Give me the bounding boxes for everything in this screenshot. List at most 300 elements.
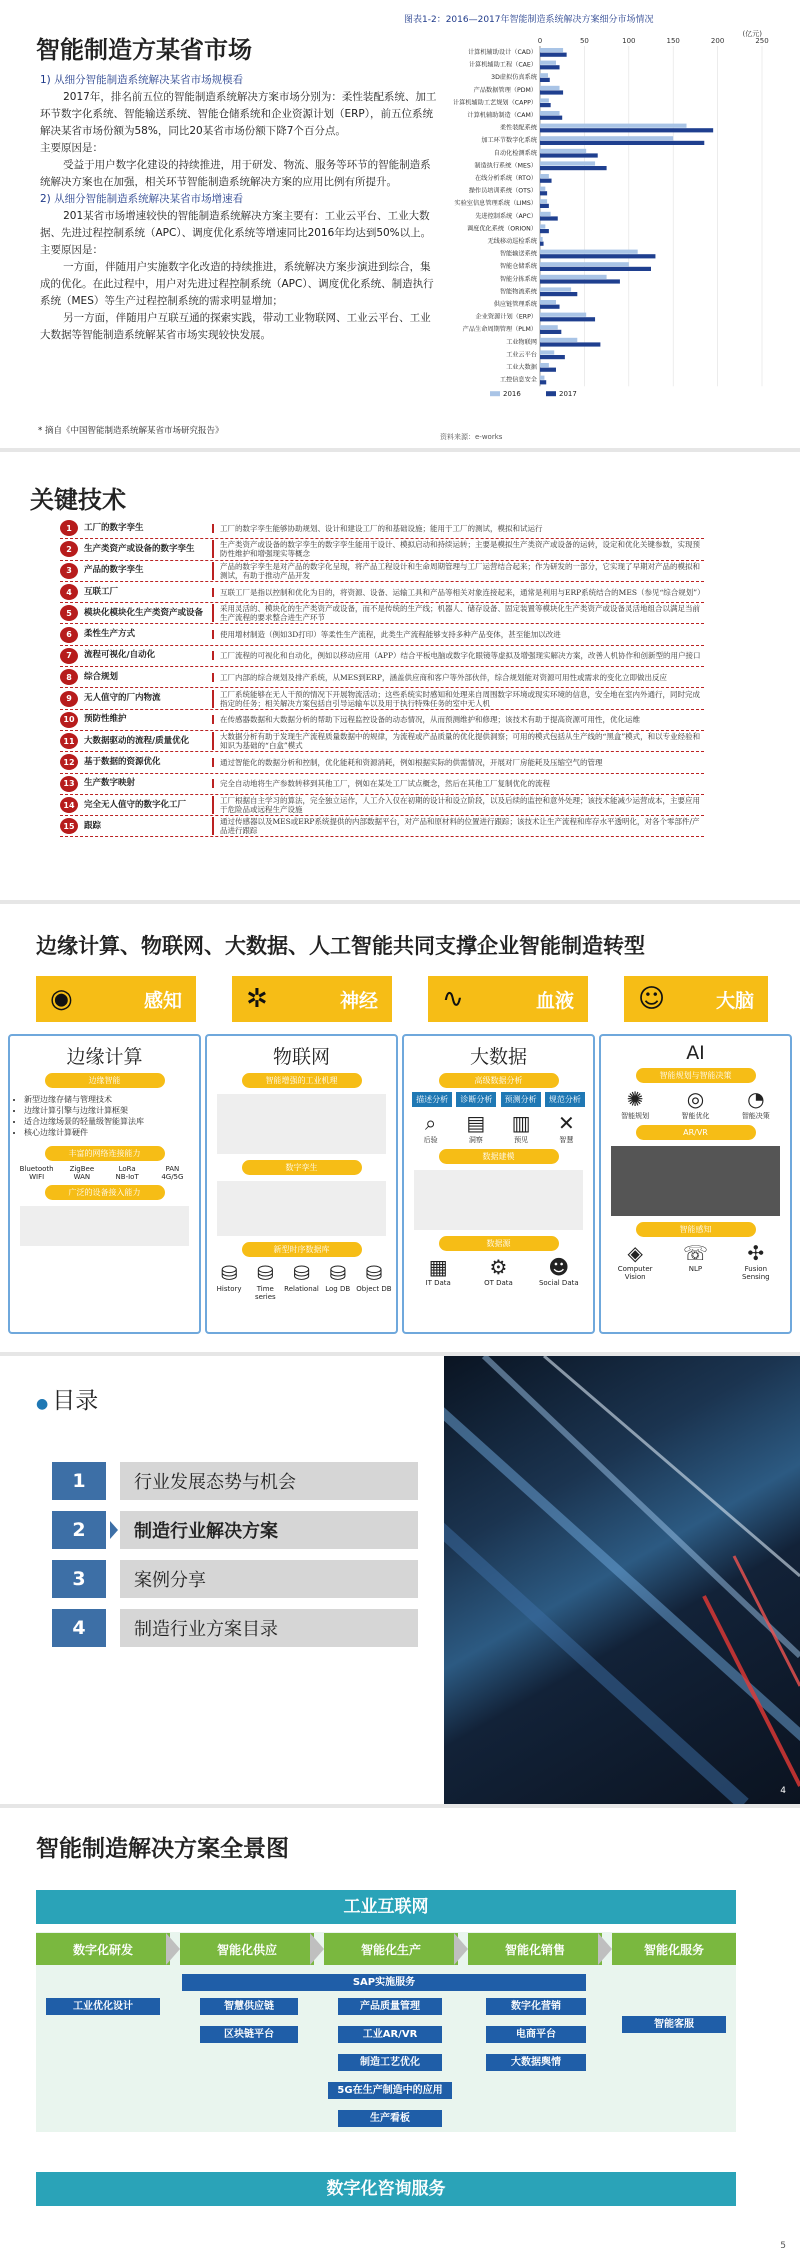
bar-2017 <box>540 355 565 359</box>
analytics-subs <box>408 1111 589 1145</box>
sense-bar-blood <box>428 976 588 1022</box>
bar-2016 <box>540 149 586 153</box>
bar-2016 <box>540 136 673 140</box>
toc-item-2[interactable] <box>52 1511 418 1549</box>
row-number: 9 <box>60 691 78 707</box>
pill: 智能规划与智能决策 <box>636 1068 756 1083</box>
col-title: 物联网 <box>272 1046 330 1068</box>
category-label: 计算机辅助工艺规划（CAPP） <box>452 99 537 107</box>
digital-marketing-button[interactable]: 数字化营销 <box>486 1998 586 2015</box>
tech-desc: 生产类资产或设备的数字孪生的数字孪生能用于设计、模拟启动和持续运转；主要是模拟生产类资产或设备的运转，设定和优化关键参数，实现预防性维护和增强现实等概念 <box>212 540 704 558</box>
tech-row <box>60 539 704 560</box>
bar-2017 <box>540 53 567 57</box>
tools-icon: ✕ <box>557 1111 575 1135</box>
analytics-sub: ▥ 预见 <box>499 1111 543 1145</box>
tech-name: 基于数据的资源优化 <box>84 756 161 767</box>
toc-label: 制造行业解决方案 <box>120 1511 418 1549</box>
row-number: 15 <box>60 818 78 834</box>
tech-name: 流程可视化/自动化 <box>84 650 156 661</box>
bar-2016 <box>540 48 563 52</box>
paragraph: 1) 从细分智能制造系统解决某省市场规模看 <box>40 74 244 86</box>
tech-desc: 互联工厂是指以控制和优化为目的，将资源、设备、运输工具和产品等相关对象连接起来，通常是利用与ERP系统结合的MES（参见“综合规划”） <box>212 588 704 597</box>
row-number: 7 <box>60 648 78 664</box>
x-tick-label: 50 <box>579 37 589 45</box>
sense-label: 血液 <box>535 989 574 1012</box>
database-icon: ⛁ <box>256 1261 274 1285</box>
group-service: 智能化服务 <box>612 1933 736 1965</box>
database-icon: ⛁ <box>293 1261 310 1285</box>
toc-item-4[interactable] <box>52 1609 418 1647</box>
category-label: 智能物流系统 <box>499 288 537 296</box>
sense-label: 神经 <box>339 989 378 1012</box>
server-icon: ▦ <box>428 1255 448 1279</box>
robot-arm-image <box>217 1181 386 1236</box>
bar-chart-icon: ▥ <box>511 1111 531 1135</box>
bar-2017 <box>540 90 563 94</box>
slide-title: ● 目录 <box>36 1388 99 1414</box>
col-edge-computing <box>8 1034 201 1334</box>
ar-vr-button[interactable]: 工业AR/VR <box>338 2026 442 2043</box>
pill: 数据源 <box>439 1236 559 1251</box>
x-tick-label: 150 <box>666 37 680 45</box>
source-note: * 摘自《中国智能制造系统解某省市场研究报告》 <box>38 426 224 436</box>
group-production: 智能化生产 <box>324 1933 458 1965</box>
row-number: 12 <box>60 754 78 770</box>
database-icon: ⛁ <box>329 1261 347 1285</box>
bar-2016 <box>540 338 577 342</box>
analytics-types <box>410 1092 587 1107</box>
tech-name: 工厂的数字孪生 <box>84 522 144 533</box>
x-tick-label: 100 <box>622 37 636 45</box>
tech-desc: 完全自动地将生产参数转移到其他工厂，例如在某处工厂试点概念，然后在其他工厂复制优化的流程 <box>212 779 704 788</box>
bar-2016 <box>540 212 551 216</box>
paragraph: 2017年，排名前五位的智能制造系统解决方案市场分别为：柔性装配系统、加工环节数字化系统、智能输送系统、智能仓储系统和企业资源计划（ERP），前五位系统解决某省市场份额为58%，同比20某省市场份额下降7个百分点。 <box>40 91 437 137</box>
category-label: 计算机辅助设计（CAD） <box>467 49 537 56</box>
tech-desc: 在传感器数据和大数据分析的帮助下远程监控设备的动态情况，从而预测维护和修理；该技术有助于提高资源可用性，优化运维 <box>212 715 704 724</box>
bar-2016 <box>540 86 560 90</box>
row-number: 4 <box>60 584 78 600</box>
category-label: 在线分析系统（RTO） <box>475 175 537 182</box>
db-type: ⛁ Relational <box>284 1261 319 1293</box>
bar-2016 <box>540 98 549 102</box>
category-label: 实验室信息管理系统（LIMS） <box>454 200 537 208</box>
category-label: 柔性装配系统 <box>499 124 537 132</box>
data-source: ⚙ OT Data <box>476 1255 520 1287</box>
analytics-sub: ⌕ 后验 <box>409 1111 453 1145</box>
brain-icon: ☺ <box>638 984 666 1014</box>
db-type: ⛁ Log DB <box>320 1261 356 1301</box>
tech-row <box>60 816 704 837</box>
ai-item: ◔ 智能决策 <box>734 1087 778 1121</box>
slide-title: 关键技术 <box>30 486 126 514</box>
tech-row <box>60 646 704 667</box>
chart-title: 图表1-2：2016—2017年智能制造系统解决方案细分市场情况 <box>404 15 654 25</box>
market-text <box>40 72 440 344</box>
bar-2016 <box>540 111 560 115</box>
arrow-icon <box>598 1933 612 1965</box>
tech-desc: 工厂内部的综合规划及排产系统，从MES到ERP，涵盖供应商和客户等外部伙伴，综合规划能对资源可用性或需求的变化立即做出反应 <box>212 673 704 682</box>
tech-desc: 通过传感器以及MES或ERP系统提供的内部数据平台，对产品和原材料的位置进行跟踪；该技术让生产流程和库存水平透明化，对各个零部件/产品进行跟踪 <box>212 817 704 835</box>
slide-key-tech <box>0 452 800 900</box>
arrow-icon <box>166 1933 180 1965</box>
pill: 边缘智能 <box>45 1073 165 1088</box>
brand-logo: WIFI <box>29 1173 45 1181</box>
col-title: 大数据 <box>469 1046 527 1068</box>
brand-logo: 4G/5G <box>161 1173 184 1181</box>
speech-icon: ☏ <box>682 1241 708 1265</box>
bar-2017 <box>540 342 600 346</box>
eye-icon: ◉ <box>50 984 73 1014</box>
pill: 丰富的网络连接能力 <box>45 1146 165 1161</box>
sense-bar-brain <box>624 976 768 1022</box>
tech-name: 生产数字映射 <box>84 778 136 789</box>
bar-2016 <box>540 313 586 317</box>
bar-2017 <box>540 292 577 296</box>
tech-name: 完全无人值守的数字化工厂 <box>84 799 187 810</box>
tech-row <box>60 518 704 539</box>
tech-row <box>60 667 704 688</box>
quality-mgmt-button[interactable]: 产品质量管理 <box>338 1998 442 2015</box>
toc-number: 3 <box>52 1560 106 1598</box>
bar-2017 <box>540 242 544 246</box>
tech-row <box>60 752 704 773</box>
bar-2016 <box>540 376 544 380</box>
db-type: ⛁ History <box>211 1261 247 1301</box>
toc-number: 1 <box>52 1462 106 1500</box>
gear-icon: ⚙ <box>489 1255 508 1279</box>
paragraph: 另一方面，伴随用户互联互通的探索实践，带动工业物联网、工业云平台、工业大数据等智能制造系统解某省市场实现较快发展。 <box>40 312 431 341</box>
category-label: 企业资源计划（ERP） <box>475 313 537 321</box>
paragraph: 主要原因是： <box>40 244 103 256</box>
5g-manufacturing-button[interactable]: 5G在生产制造中的应用 <box>328 2082 452 2099</box>
arrow-icon <box>454 1933 468 1965</box>
chart-unit: (亿元) <box>742 30 762 38</box>
paragraph: 2) 从细分智能制造系统解决某省市场增速看 <box>40 193 244 205</box>
analytics-type: 描述分析 <box>412 1092 452 1107</box>
ai-decisions <box>605 1087 786 1121</box>
category-label: 先进控制系统（APC） <box>475 212 537 220</box>
mechanism-diagram <box>217 1094 386 1154</box>
tech-row <box>60 688 704 709</box>
bar-2016 <box>540 325 558 329</box>
slide-title: 智能制造方某省市场 <box>36 36 252 64</box>
group-sales: 智能化销售 <box>468 1933 602 1965</box>
pill: 广泛的设备接入能力 <box>45 1185 165 1200</box>
data-source: ▦ IT Data <box>416 1255 460 1287</box>
tech-name: 综合规划 <box>84 671 119 682</box>
tech-row <box>60 624 704 645</box>
col-title: AI <box>686 1042 705 1064</box>
category-label: 3D虚拟仿真系统 <box>491 74 537 82</box>
bar-2017 <box>540 380 546 384</box>
toc-number: 2 <box>52 1511 106 1549</box>
legend-swatch <box>490 391 500 396</box>
x-tick-label: 200 <box>710 37 725 45</box>
ai-item: ◎ 智能优化 <box>673 1087 717 1121</box>
bar-2016 <box>540 300 556 304</box>
market-bar-chart <box>404 28 774 428</box>
x-tick-label: 0 <box>537 37 543 45</box>
database-icon: ⛁ <box>220 1261 238 1285</box>
bar-2017 <box>540 330 561 334</box>
toc-label: 行业发展态势与机会 <box>120 1462 418 1500</box>
bottom-band: 数字化咨询服务 <box>36 2172 736 2206</box>
tech-name: 无人值守的厂内物流 <box>84 693 161 704</box>
tech-name: 柔性生产方式 <box>84 629 136 640</box>
tech-row <box>60 774 704 795</box>
bar-2017 <box>540 78 550 82</box>
data-sources <box>408 1255 589 1287</box>
pill: 高级数据分析 <box>439 1073 559 1088</box>
bar-2016 <box>540 73 548 77</box>
bar-2017 <box>540 128 713 132</box>
bar-2017 <box>540 65 560 69</box>
ai-sense: ✣ Fusion Sensing <box>734 1241 778 1281</box>
blockchain-button[interactable]: 区块链平台 <box>200 2026 298 2043</box>
row-number: 2 <box>60 541 78 557</box>
pill: 智能感知 <box>636 1222 756 1237</box>
camera-icon: ◈ <box>627 1241 643 1265</box>
category-label: 自动化检测系统 <box>493 149 537 157</box>
ai-sensing <box>605 1241 786 1281</box>
slide-title: 边缘计算、物联网、大数据、人工智能共同支撑企业智能制造转型 <box>36 934 645 958</box>
bar-2017 <box>540 254 655 258</box>
people-icon: ☻ <box>548 1255 570 1279</box>
chart-icon: ▤ <box>466 1111 486 1135</box>
analytics-type: 规范分析 <box>545 1092 585 1107</box>
col-iot <box>205 1034 398 1334</box>
category-label: 供应链管理系统 <box>493 301 537 308</box>
bar-2016 <box>540 262 629 266</box>
edge-bullets <box>24 1094 199 1138</box>
bar-2017 <box>540 279 620 283</box>
bar-2016 <box>540 250 638 254</box>
industrial-design-button[interactable]: 工业优化设计 <box>46 1998 160 2015</box>
tech-desc: 工厂的数字孪生能够协助规划、设计和建设工厂的和基础设施；能用于工厂的测试，模拟和试运行 <box>212 524 704 533</box>
bullet: • 核心边缘计算硬件 <box>24 1127 199 1138</box>
row-number: 13 <box>60 776 78 792</box>
category-label: 计算机辅助制造（CAM） <box>467 112 537 119</box>
ai-sense: ◈ Computer Vision <box>613 1241 657 1281</box>
ecommerce-button[interactable]: 电商平台 <box>486 2026 586 2043</box>
tech-row <box>60 731 704 752</box>
tech-name: 产品的数字孪生 <box>84 565 144 576</box>
category-label: 无线移动巡检系统 <box>487 238 537 245</box>
category-label: 产品生命周期管理（PLM） <box>462 326 537 334</box>
bar-2017 <box>540 166 607 170</box>
production-board-button[interactable]: 生产看板 <box>338 2110 442 2127</box>
sense-label: 感知 <box>143 989 182 1012</box>
brand-logo: PAN <box>165 1165 180 1173</box>
bar-2016 <box>540 174 549 178</box>
blood-icon: ∿ <box>442 984 464 1014</box>
brand-logos <box>14 1165 195 1181</box>
bar-2017 <box>540 141 704 145</box>
toc-item-3[interactable] <box>52 1560 418 1598</box>
bar-2016 <box>540 275 607 279</box>
db-types <box>211 1261 392 1301</box>
category-label: 调度优化系统（ORION） <box>467 225 537 233</box>
sentiment-button[interactable]: 大数据舆情 <box>486 2054 586 2071</box>
bar-2016 <box>540 350 554 354</box>
tech-desc: 通过智能化的数据分析和控制，优化能耗和资源消耗，例如根据实际的供需情况，开展对厂房能耗及压缩空气的管理 <box>212 758 704 767</box>
slide-market <box>0 0 800 448</box>
tech-name: 互联工厂 <box>84 586 119 597</box>
smart-cs-button[interactable]: 智能客服 <box>622 2016 726 2033</box>
page-number: 4 <box>780 1786 786 1796</box>
traffic-photo <box>444 1356 800 1804</box>
magnifier-icon: ⌕ <box>425 1111 437 1135</box>
paragraph: 201某省市场增速较快的智能制造系统解决方案主要有：工业云平台、工业大数据、先进过程控制系统（APC）、调度优化系统等增速同比2016年均达到50%以上。 <box>40 210 432 239</box>
row-number: 5 <box>60 605 78 621</box>
bar-2016 <box>540 161 595 165</box>
bar-2016 <box>540 237 543 241</box>
toc-label: 制造行业方案目录 <box>120 1609 418 1647</box>
data-source: ☻ Social Data <box>537 1255 581 1287</box>
paragraph: 受益于用户数字化建设的持续推进，用于研发、物流、服务等环节的智能制造系统解决方案也在加强，相关环节智能制造系统解决方案的应用比例有所提升。 <box>40 159 431 188</box>
legend-label: 2017 <box>559 390 577 399</box>
tech-desc: 产品的数字孪生是对产品的数字化呈现，将产品工程设计和生命周期管理与工厂运营结合起来；作为研发的一部分，它实现了早期对产品的模拟和测试，有助于推动产品开发 <box>212 562 704 580</box>
toc-number: 4 <box>52 1609 106 1647</box>
analytics-sub: ▤ 洞察 <box>454 1111 498 1145</box>
bar-2017 <box>540 267 651 271</box>
x-tick-label: 250 <box>755 37 769 45</box>
legend-label: 2016 <box>503 390 521 399</box>
bar-2017 <box>540 179 552 183</box>
col-big-data <box>402 1034 595 1334</box>
row-number: 8 <box>60 669 78 685</box>
device-images <box>20 1206 189 1246</box>
category-label: 加工环节数字化系统 <box>481 137 537 145</box>
slide-title: 智能制造解决方案全景图 <box>36 1836 289 1862</box>
bullet: • 边缘计算引擎与边缘计算框架 <box>24 1105 199 1116</box>
tech-desc: 采用灵活的、模块化的生产类资产或设备，而不是传统的生产线；机器人、储存设备、固定装置等模块化生产类资产或设备灵活地组合以满足当前生产流程的要求整合进生产环节 <box>212 604 704 622</box>
row-number: 11 <box>60 733 78 749</box>
bar-2016 <box>540 61 556 65</box>
row-number: 1 <box>60 520 78 536</box>
category-label: 智能仓储系统 <box>499 263 537 271</box>
pill: 数据建模 <box>439 1149 559 1164</box>
category-label: 操作员培训系统（OTS） <box>468 187 537 195</box>
category-label: 制造执行系统（MES） <box>474 162 537 170</box>
analytics-type: 预测分析 <box>501 1092 541 1107</box>
bar-2016 <box>540 363 549 367</box>
tech-row <box>60 795 704 816</box>
bar-2017 <box>540 216 558 220</box>
analytics-sub: ✕ 智慧 <box>544 1111 588 1145</box>
bar-2016 <box>540 187 545 191</box>
bar-2017 <box>540 103 551 107</box>
spark-icon: ✺ <box>626 1087 644 1111</box>
paragraph: 一方面，伴随用户实施数字化改造的持续推进，系统解决方案步演进到综合，集成的优化。在此过程中，用户对先进过程控制系统（APC）、调度优化系统、制造执行系统（MES）等生产过程控制系统的需求明显增加； <box>40 261 434 307</box>
bar-2016 <box>540 124 687 128</box>
bar-2017 <box>540 317 595 321</box>
legend-swatch <box>546 391 556 396</box>
page-number: 5 <box>780 2241 786 2251</box>
tech-row <box>60 582 704 603</box>
category-label: 计算机辅助工程（CAE） <box>468 61 537 69</box>
category-label: 工业云平台 <box>506 351 537 359</box>
tech-name: 预防性维护 <box>84 714 127 725</box>
tech-table <box>60 518 704 837</box>
bar-2017 <box>540 305 560 309</box>
sensor-icon: ✣ <box>747 1241 765 1265</box>
row-number: 14 <box>60 797 78 813</box>
supply-chain-button[interactable]: 智慧供应链 <box>200 1998 298 2015</box>
category-label: 工业大数据 <box>506 364 537 371</box>
process-opt-button[interactable]: 制造工艺优化 <box>338 2054 442 2071</box>
sense-bar-perception <box>36 976 196 1022</box>
light-trails <box>444 1356 800 1804</box>
sap-service-button[interactable]: SAP实施服务 <box>182 1974 586 1991</box>
group-supply: 智能化供应 <box>180 1933 314 1965</box>
tech-desc: 工厂系统能够在无人干预的情况下开展物流活动；这些系统实时感知和处理来自周围数字环境或现实环境的信息，安全地在室内外通行，同时完成指定的任务；相关解决方案包括自引导运输车以及用于执行特殊任务的室中无人机 <box>212 690 704 708</box>
db-type: ⛁ Object DB <box>356 1261 392 1293</box>
bullet-icon: ● <box>36 1396 49 1412</box>
pill: 智能增强的工业机理 <box>242 1073 362 1088</box>
category-label: 智能分拣系统 <box>499 275 537 283</box>
bar-2017 <box>540 116 562 120</box>
category-label: 智能输送系统 <box>499 250 537 258</box>
row-number: 3 <box>60 563 78 579</box>
col-ai <box>599 1034 792 1334</box>
pill: 新型时序数据库 <box>242 1242 362 1257</box>
bar-2016 <box>540 224 545 228</box>
target-icon: ◎ <box>686 1087 705 1111</box>
bar-2017 <box>540 204 549 208</box>
tech-desc: 工厂流程的可视化和自动化，例如以移动应用（APP）结合平板电脑或数字化眼镜等虚拟及增强现实解决方案，改善人机协作和创新型的用户接口 <box>212 651 704 660</box>
tech-row <box>60 710 704 731</box>
tech-desc: 大数据分析有助于发现生产流程质量数据中的规律，为流程或产品质量的优化提供洞察；可用的模式包括从生产线的“黑盒”模式，和以专业经验和知识为基础的“白盒”模式 <box>212 732 704 750</box>
tech-desc: 工厂根据自主学习的算法，完全独立运作，人工介入仅在初期的设计和设立阶段，以及后续的监控和意外处理；该技术能减少运营成本，主要应用于危险品或远程生产设施 <box>212 796 704 814</box>
tech-name: 跟踪 <box>84 820 102 831</box>
top-band: 工业互联网 <box>36 1890 736 1924</box>
chart-source: 资料来源：e-works <box>440 433 503 441</box>
brand-logo: WAN <box>73 1173 91 1181</box>
tech-name: 大数据驱动的流程/质量优化 <box>84 735 190 746</box>
bar-2017 <box>540 191 547 195</box>
tech-row <box>60 561 704 582</box>
bullet: • 新型边缘存储与管理技术 <box>24 1094 199 1105</box>
bar-2016 <box>540 287 571 291</box>
brand-logo: LoRa <box>118 1165 136 1173</box>
bar-2016 <box>540 199 547 203</box>
gauge-icon: ◔ <box>747 1087 765 1111</box>
ar-vr-image <box>611 1146 780 1216</box>
tech-desc: 使用增材制造（例如3D打印）等柔性生产流程，此类生产流程能够支持多种产品变体，甚至能加以改进 <box>212 630 704 639</box>
row-number: 6 <box>60 627 78 643</box>
toc-item-1[interactable] <box>52 1462 418 1500</box>
pill: AR/VR <box>636 1125 756 1140</box>
tech-name: 模块化模块化生产类资产或设备 <box>84 607 204 618</box>
row-number: 10 <box>60 712 78 728</box>
brand-logo: ZigBee <box>69 1165 95 1173</box>
bar-2017 <box>540 229 549 233</box>
brand-logo: NB-IoT <box>115 1173 139 1181</box>
slide-pillars <box>0 904 800 1352</box>
paragraph: 主要原因是： <box>40 142 103 154</box>
category-label: 工业物联网 <box>506 338 537 346</box>
bar-2017 <box>540 368 556 372</box>
tech-row <box>60 603 704 624</box>
brand-logo: Bluetooth <box>19 1165 54 1173</box>
slide-solution-map <box>0 1808 800 2259</box>
data-model-diagram <box>414 1170 583 1230</box>
category-label: 产品数据管理（PDM） <box>473 86 537 94</box>
bar-2017 <box>540 153 598 157</box>
tech-name: 生产类资产或设备的数字孪生 <box>84 543 195 554</box>
sense-bar-nerve <box>232 976 392 1022</box>
